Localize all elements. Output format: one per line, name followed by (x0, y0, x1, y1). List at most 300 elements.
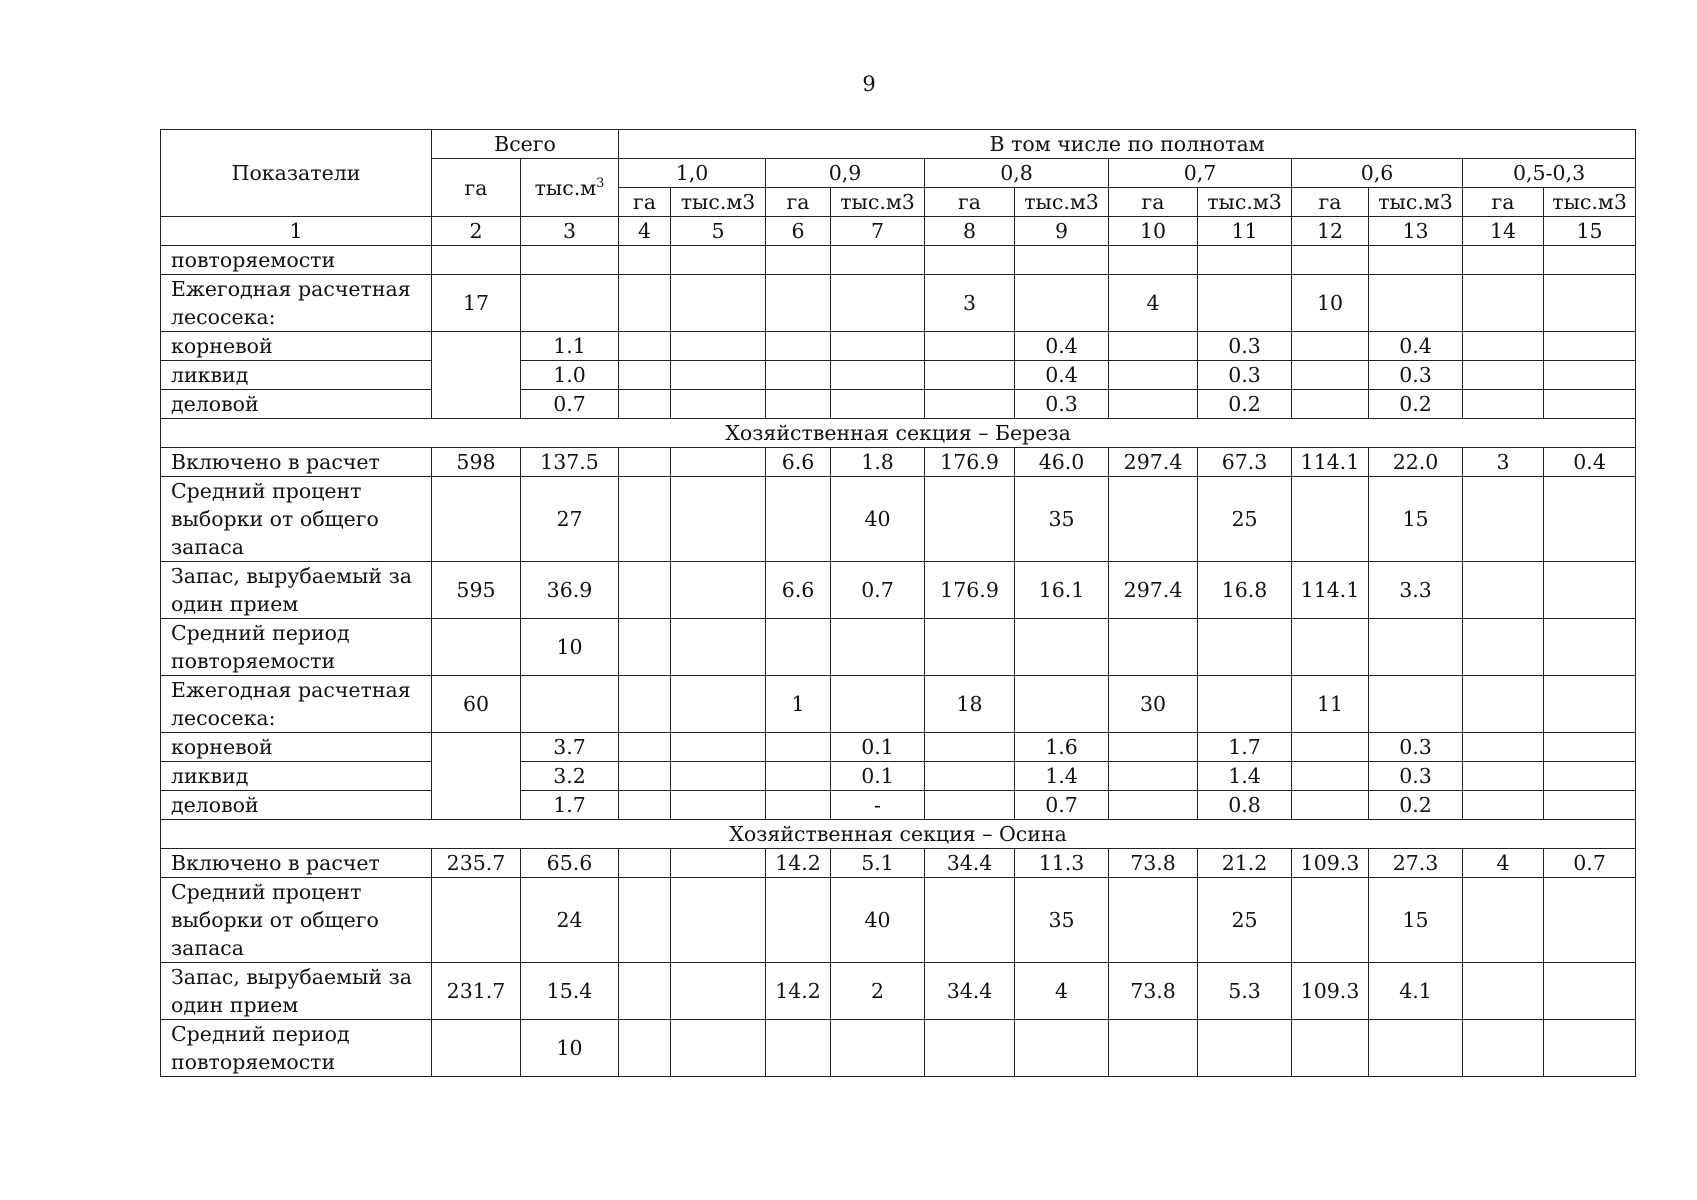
table-cell (1544, 275, 1636, 332)
table-cell (766, 1020, 831, 1077)
table-cell (432, 332, 521, 419)
table-cell (521, 676, 619, 733)
table-cell: 67.3 (1198, 448, 1292, 477)
table-cell: 595 (432, 562, 521, 619)
table-cell (1292, 1020, 1369, 1077)
table-cell: 15 (1369, 878, 1463, 963)
row-label: Средний процент выборки от общего запаса (161, 477, 432, 562)
table-cell (1544, 1020, 1636, 1077)
table-cell (432, 477, 521, 562)
table-cell (1544, 619, 1636, 676)
table-cell (1544, 676, 1636, 733)
table-row (161, 390, 1636, 419)
table-cell (671, 390, 766, 419)
table-cell (619, 733, 671, 762)
table-cell (925, 246, 1015, 275)
table-cell: 0.1 (831, 733, 925, 762)
table-row (161, 448, 1636, 477)
table-cell: 25 (1198, 477, 1292, 562)
table-cell: 6.6 (766, 562, 831, 619)
table-cell: 109.3 (1292, 849, 1369, 878)
header-density-0-5-0-3: 0,5-0,3 (1463, 159, 1636, 188)
table-cell: 0.7 (1015, 791, 1109, 820)
table-cell (1198, 676, 1292, 733)
table-cell (1544, 733, 1636, 762)
table-cell: 3.3 (1369, 562, 1463, 619)
table-cell (1369, 275, 1463, 332)
table-cell: 30 (1109, 676, 1198, 733)
table-cell (1463, 477, 1544, 562)
table-cell (432, 878, 521, 963)
table-cell: 17 (432, 275, 521, 332)
section-header-row (161, 419, 1636, 448)
table-cell (1292, 361, 1369, 390)
table-cell (1369, 676, 1463, 733)
table-cell (1109, 246, 1198, 275)
table-cell: 16.1 (1015, 562, 1109, 619)
table-cell (831, 390, 925, 419)
table-cell (1463, 246, 1544, 275)
table-cell (766, 762, 831, 791)
table-cell (671, 246, 766, 275)
table-cell: 15 (1369, 477, 1463, 562)
table-cell (831, 275, 925, 332)
row-label: ликвид (161, 762, 432, 791)
table-cell (1198, 619, 1292, 676)
table-cell: 0.3 (1015, 390, 1109, 419)
table-cell: 0.3 (1369, 361, 1463, 390)
table-cell (619, 332, 671, 361)
table-row (161, 791, 1636, 820)
table-row (161, 275, 1636, 332)
table-cell: 0.2 (1198, 390, 1292, 419)
header-total-volume (521, 159, 619, 217)
table-cell: 0.4 (1369, 332, 1463, 361)
header-volume: тыс.м3 (1198, 188, 1292, 217)
table-cell (1463, 619, 1544, 676)
table-cell (925, 762, 1015, 791)
table-cell (619, 390, 671, 419)
table-cell (1015, 1020, 1109, 1077)
table-cell (1463, 275, 1544, 332)
table-cell (432, 1020, 521, 1077)
table-cell (1292, 619, 1369, 676)
table-cell (1544, 963, 1636, 1020)
table-cell: 34.4 (925, 849, 1015, 878)
table-cell (925, 733, 1015, 762)
table-cell (925, 1020, 1015, 1077)
header-density-1-0: 1,0 (619, 159, 766, 188)
table-cell (671, 477, 766, 562)
table-cell (619, 448, 671, 477)
table-cell (1544, 390, 1636, 419)
table-cell (1109, 332, 1198, 361)
table-cell: 0.4 (1544, 448, 1636, 477)
table-cell (1463, 1020, 1544, 1077)
column-number: 2 (432, 217, 521, 246)
table-cell (925, 791, 1015, 820)
table-cell (1292, 733, 1369, 762)
table-cell: 0.3 (1198, 332, 1292, 361)
table-cell: 0.8 (1198, 791, 1292, 820)
allowable-cut-table (160, 129, 1636, 1077)
table-cell: 18 (925, 676, 1015, 733)
section-title: Хозяйственная секция – Береза (161, 419, 1636, 448)
table-cell (1015, 246, 1109, 275)
row-label: Средний процент выборки от общего запаса (161, 878, 432, 963)
table-cell (1463, 733, 1544, 762)
table-cell: 598 (432, 448, 521, 477)
table-cell: 10 (1292, 275, 1369, 332)
table-cell (671, 676, 766, 733)
table-cell: 11.3 (1015, 849, 1109, 878)
header-volume: тыс.м3 (831, 188, 925, 217)
table-cell: 35 (1015, 878, 1109, 963)
table-cell: 2 (831, 963, 925, 1020)
column-number: 3 (521, 217, 619, 246)
table-cell (671, 448, 766, 477)
table-cell: 15.4 (521, 963, 619, 1020)
header-volume-unit: тыс.м (534, 175, 597, 200)
table-cell: 0.2 (1369, 390, 1463, 419)
table-cell (1369, 619, 1463, 676)
table-cell (1544, 762, 1636, 791)
section-header-row (161, 820, 1636, 849)
table-cell (1198, 246, 1292, 275)
table-cell (1015, 275, 1109, 332)
table-cell (766, 477, 831, 562)
table-cell: 65.6 (521, 849, 619, 878)
table-cell (1292, 477, 1369, 562)
column-number: 15 (1544, 217, 1636, 246)
table-cell (671, 619, 766, 676)
table-cell: 0.1 (831, 762, 925, 791)
table-cell (766, 878, 831, 963)
header-total-ha: га (432, 159, 521, 217)
table-cell: 3 (925, 275, 1015, 332)
table-cell (1463, 390, 1544, 419)
table-cell (1292, 332, 1369, 361)
table-row (161, 878, 1636, 963)
table-cell (766, 791, 831, 820)
row-label: Средний период повторяемости (161, 619, 432, 676)
table-cell: 137.5 (521, 448, 619, 477)
table-cell (1463, 361, 1544, 390)
table-cell (432, 733, 521, 820)
table-cell: 0.4 (1015, 332, 1109, 361)
table-cell (1544, 878, 1636, 963)
table-cell (671, 878, 766, 963)
table-cell: 24 (521, 878, 619, 963)
table-cell (831, 1020, 925, 1077)
table-cell (831, 619, 925, 676)
table-cell (432, 246, 521, 275)
table-cell: 22.0 (1369, 448, 1463, 477)
column-number: 8 (925, 217, 1015, 246)
table-cell (671, 849, 766, 878)
table-cell (671, 963, 766, 1020)
table-cell: 297.4 (1109, 562, 1198, 619)
table-row (161, 361, 1636, 390)
table-cell (1109, 791, 1198, 820)
column-number: 5 (671, 217, 766, 246)
table-cell: 1.7 (1198, 733, 1292, 762)
table-cell (1544, 477, 1636, 562)
table-cell (619, 1020, 671, 1077)
table-cell (1198, 275, 1292, 332)
table-cell (1369, 246, 1463, 275)
table-row (161, 676, 1636, 733)
table-cell (671, 332, 766, 361)
table-row (161, 1020, 1636, 1077)
table-cell: 73.8 (1109, 849, 1198, 878)
table-row (161, 562, 1636, 619)
table-cell: 3.2 (521, 762, 619, 791)
table-cell (1544, 361, 1636, 390)
header-ha: га (1109, 188, 1198, 217)
table-cell (671, 791, 766, 820)
table-cell: 1.1 (521, 332, 619, 361)
table-cell (619, 963, 671, 1020)
row-label: деловой (161, 791, 432, 820)
table-cell (671, 1020, 766, 1077)
table-cell: 0.7 (1544, 849, 1636, 878)
row-label: Включено в расчет (161, 849, 432, 878)
table-cell: 5.3 (1198, 963, 1292, 1020)
header-volume: тыс.м3 (671, 188, 766, 217)
table-cell: 14.2 (766, 849, 831, 878)
table-cell: 40 (831, 477, 925, 562)
table-cell: - (831, 791, 925, 820)
table-cell (766, 246, 831, 275)
table-cell (619, 246, 671, 275)
table-cell (1109, 477, 1198, 562)
table-cell (619, 762, 671, 791)
table-cell (1544, 246, 1636, 275)
table-cell (619, 619, 671, 676)
table-cell: 27 (521, 477, 619, 562)
table-cell (1292, 791, 1369, 820)
table-cell: 114.1 (1292, 562, 1369, 619)
table-cell (1463, 791, 1544, 820)
table-row (161, 619, 1636, 676)
table-cell (1109, 361, 1198, 390)
table-cell: 176.9 (925, 448, 1015, 477)
table-cell (831, 332, 925, 361)
column-number: 9 (1015, 217, 1109, 246)
table-cell (1109, 762, 1198, 791)
table-cell (766, 619, 831, 676)
row-label: Ежегодная расчетная лесосека: (161, 275, 432, 332)
table-cell: 36.9 (521, 562, 619, 619)
table-cell: 0.7 (521, 390, 619, 419)
table-cell: 1.4 (1015, 762, 1109, 791)
table-cell (925, 619, 1015, 676)
table-cell: 297.4 (1109, 448, 1198, 477)
table-cell: 11 (1292, 676, 1369, 733)
table-cell (521, 275, 619, 332)
table-cell (619, 791, 671, 820)
table-cell: 1.7 (521, 791, 619, 820)
header-ha: га (925, 188, 1015, 217)
table-cell: 60 (432, 676, 521, 733)
table-cell (1463, 762, 1544, 791)
table-cell: 6.6 (766, 448, 831, 477)
header-ha: га (1463, 188, 1544, 217)
table-cell: 10 (521, 1020, 619, 1077)
row-label: деловой (161, 390, 432, 419)
table-cell (1463, 878, 1544, 963)
table-row (161, 963, 1636, 1020)
table-cell (619, 275, 671, 332)
header-volume-sup: 3 (596, 175, 605, 191)
table-cell (671, 562, 766, 619)
table-cell (619, 477, 671, 562)
table-cell (766, 390, 831, 419)
row-label: корневой (161, 733, 432, 762)
table-cell (521, 246, 619, 275)
header-volume: тыс.м3 (1369, 188, 1463, 217)
table-cell: 1 (766, 676, 831, 733)
table-cell: 1.4 (1198, 762, 1292, 791)
table-cell: 21.2 (1198, 849, 1292, 878)
table-cell: 25 (1198, 878, 1292, 963)
column-number: 6 (766, 217, 831, 246)
table-cell: 3.7 (521, 733, 619, 762)
table-cell (1292, 762, 1369, 791)
table-row (161, 477, 1636, 562)
table-cell (925, 878, 1015, 963)
header-indicators: Показатели (161, 130, 432, 217)
section-title: Хозяйственная секция – Осина (161, 820, 1636, 849)
header-row-1 (161, 130, 1636, 159)
table-cell (432, 619, 521, 676)
table-cell (925, 477, 1015, 562)
table-cell (1544, 791, 1636, 820)
table-cell: 4 (1109, 275, 1198, 332)
table-cell (1198, 1020, 1292, 1077)
column-number: 7 (831, 217, 925, 246)
row-label: Ежегодная расчетная лесосека: (161, 676, 432, 733)
column-number: 11 (1198, 217, 1292, 246)
table-cell (671, 733, 766, 762)
table-cell: 34.4 (925, 963, 1015, 1020)
table-cell: 1.6 (1015, 733, 1109, 762)
table-cell: 231.7 (432, 963, 521, 1020)
table-cell: 4.1 (1369, 963, 1463, 1020)
table-cell (619, 849, 671, 878)
table-cell: 109.3 (1292, 963, 1369, 1020)
table-cell (766, 275, 831, 332)
table-cell (766, 733, 831, 762)
header-ha: га (1292, 188, 1369, 217)
header-volume: тыс.м3 (1015, 188, 1109, 217)
table-cell (925, 390, 1015, 419)
table-cell: 1.0 (521, 361, 619, 390)
row-label: Средний период повторяемости (161, 1020, 432, 1077)
column-number: 13 (1369, 217, 1463, 246)
table-cell: 0.3 (1369, 762, 1463, 791)
header-density-0-8: 0,8 (925, 159, 1109, 188)
table-cell: 0.2 (1369, 791, 1463, 820)
column-number: 14 (1463, 217, 1544, 246)
table-row (161, 762, 1636, 791)
header-volume: тыс.м3 (1544, 188, 1636, 217)
table-cell (925, 361, 1015, 390)
header-including: В том числе по полнотам (619, 130, 1636, 159)
row-label: корневой (161, 332, 432, 361)
header-ha: га (766, 188, 831, 217)
table-cell (831, 361, 925, 390)
row-label: повторяемости (161, 246, 432, 275)
header-density-0-7: 0,7 (1109, 159, 1292, 188)
table-cell (925, 332, 1015, 361)
header-ha: га (619, 188, 671, 217)
table-cell: 1.8 (831, 448, 925, 477)
table-cell (671, 275, 766, 332)
table-row (161, 246, 1636, 275)
table-cell: 14.2 (766, 963, 831, 1020)
table-cell (1109, 878, 1198, 963)
row-label: Включено в расчет (161, 448, 432, 477)
column-number: 12 (1292, 217, 1369, 246)
table-cell (619, 676, 671, 733)
table-cell (766, 332, 831, 361)
table-cell: 27.3 (1369, 849, 1463, 878)
table-cell (1292, 246, 1369, 275)
table-cell: 3 (1463, 448, 1544, 477)
column-number-row (161, 217, 1636, 246)
table-cell: 16.8 (1198, 562, 1292, 619)
table-cell (831, 676, 925, 733)
table-cell: 4 (1015, 963, 1109, 1020)
table-cell: 35 (1015, 477, 1109, 562)
table-cell (1544, 562, 1636, 619)
table-row (161, 332, 1636, 361)
table-cell: 235.7 (432, 849, 521, 878)
table-cell (1109, 619, 1198, 676)
table-row (161, 733, 1636, 762)
column-number: 1 (161, 217, 432, 246)
table-cell (671, 361, 766, 390)
row-label: ликвид (161, 361, 432, 390)
table-cell (619, 361, 671, 390)
table-cell (671, 762, 766, 791)
table-cell (1369, 1020, 1463, 1077)
table-cell: 4 (1463, 849, 1544, 878)
table-cell: 40 (831, 878, 925, 963)
column-number: 4 (619, 217, 671, 246)
table-cell: 176.9 (925, 562, 1015, 619)
table-cell (1544, 332, 1636, 361)
table-cell: 10 (521, 619, 619, 676)
header-total: Всего (432, 130, 619, 159)
table-cell (1463, 562, 1544, 619)
table-cell: 73.8 (1109, 963, 1198, 1020)
column-number: 10 (1109, 217, 1198, 246)
table-cell: 0.3 (1198, 361, 1292, 390)
table-row (161, 849, 1636, 878)
table-cell (619, 878, 671, 963)
table-cell: 0.3 (1369, 733, 1463, 762)
table-cell (1015, 619, 1109, 676)
table-cell (1109, 1020, 1198, 1077)
header-density-0-9: 0,9 (766, 159, 925, 188)
header-density-0-6: 0,6 (1292, 159, 1463, 188)
table-cell (1463, 332, 1544, 361)
row-label: Запас, вырубаемый за один прием (161, 963, 432, 1020)
table-cell: 46.0 (1015, 448, 1109, 477)
